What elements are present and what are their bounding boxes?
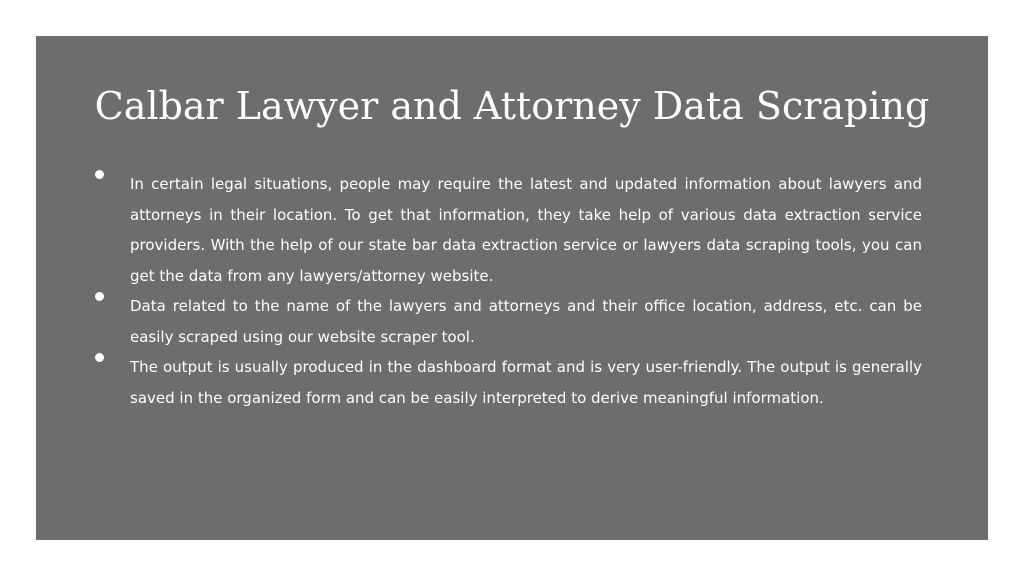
bullet-text: In certain legal situations, people may require the latest and updated information about lawyers and attorneys in their location. To get that information, they take help of various data extraction service providers. With the help of our state bar data extraction service or lawyers data scraping tools, you can get the data from any lawyers/attorney website.	[130, 175, 922, 285]
bullet-dot-icon	[95, 170, 104, 179]
bullet-text: The output is usually produced in the dashboard format and is very user-friendly. The output is generally saved in the organized form and can be easily interpreted to derive meaningful information.	[130, 358, 922, 407]
bullet-dot-icon	[95, 353, 104, 362]
slide-panel	[36, 36, 988, 540]
slide-title: Calbar Lawyer and Attorney Data Scraping	[94, 84, 930, 128]
bullet-item	[130, 169, 922, 291]
bullet-item	[130, 352, 922, 413]
bullet-list	[130, 169, 922, 413]
bullet-dot-icon	[95, 292, 104, 301]
bullet-text: Data related to the name of the lawyers and attorneys and their office location, address, etc. can be easily scraped using our website scraper tool.	[130, 297, 922, 346]
bullet-item	[130, 291, 922, 352]
